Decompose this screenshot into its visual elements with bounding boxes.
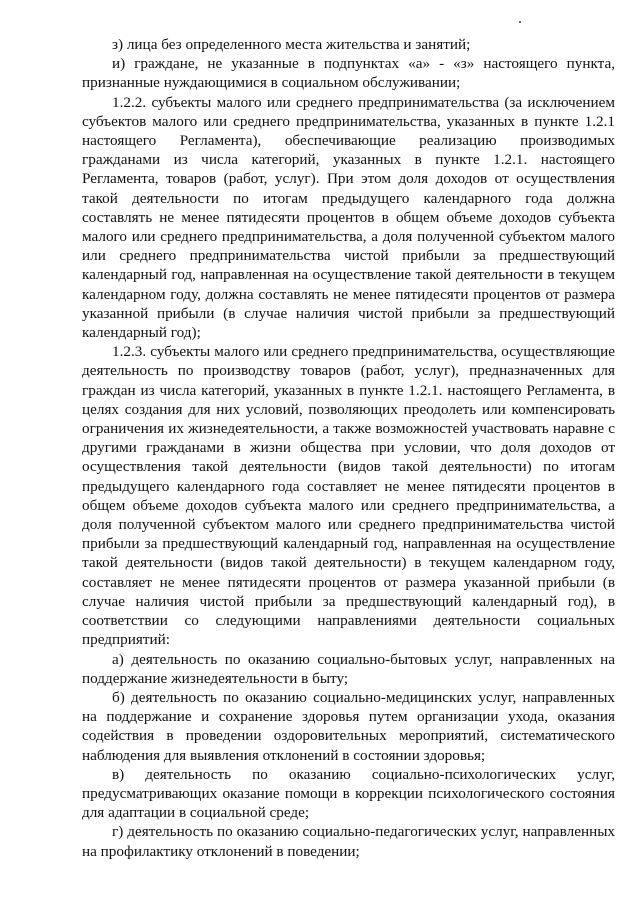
paragraph-item-b: б) деятельность по оказанию социально-медицинских услуг, направленных на поддержание и сохранение здоровья путем организации ухода, оказания содействия в проведении оздоровительных мероприятий, систематического наблюдения для выявления отклонений в состоянии здоровья; <box>82 688 615 764</box>
paragraph-item-g: г) деятельность по оказанию социально-педагогических услуг, направленных на профилактику отклонений в поведении; <box>82 823 615 860</box>
paragraph-clause-1-2-2: 1.2.2. субъекты малого или среднего предпринимательства (за исключением субъектов малого или среднего предпринимательства, указанных в пункте 1.2.1 настоящего Регламента), обеспечивающие реализацию производимых гражданами из числа категорий, указанных в пункте 1.2.1. настоящего Регламента, товаров (работ, услуг). При этом доля доходов от осуществления такой деятельности по итогам предыдущего календарного года должна составлять не менее пятидесяти процентов в общем объеме доходов субъекта малого или среднего предпринимательства, а доля полученной субъектом малого или среднего предпринимательства чистой прибыли за предшествующий календарный год, направленная на осуществление такой деятельности в текущем календарном году, должна составлять не менее пятидесяти процентов от размера указанной прибыли (в случае наличия чистой прибыли за предшествующий календарный год); <box>82 93 615 342</box>
scan-speck <box>519 21 521 23</box>
paragraph-item-v: в) деятельность по оказанию социально-психологических услуг, предусматривающих оказание помощи в коррекции психологического состояния для адаптации в социальной среде; <box>82 765 615 822</box>
paragraph-item-a: а) деятельность по оказанию социально-бытовых услуг, направленных на поддержание жизнедеятельности в быту; <box>82 650 615 687</box>
paragraph-item-z: з) лица без определенного места жительства и занятий; <box>112 36 471 53</box>
document-body <box>82 35 615 861</box>
paragraph-clause-1-2-3: 1.2.3. субъекты малого или среднего предпринимательства, осуществляющие деятельность по производству товаров (работ, услуг), предназначенных для граждан из числа категорий, указанных в пункте 1.2.1. настоящего Регламента, в целях создания для них условий, позволяющих преодолеть или компенсировать ограничения их жизнедеятельности, а также возможностей участвовать наравне с другими гражданами в жизни общества при условии, что доля доходов от осуществления такой деятельности (видов такой деятельности) по итогам предыдущего календарного года составляет не менее пятидесяти процентов в общем объеме доходов субъекта малого или среднего предпринимательства, а доля полученной субъектом малого или среднего предпринимательства чистой прибыли за предшествующий календарный год, направленная на осуществление такой деятельности (видов такой деятельности) в текущем календарном году, составляет не менее пятидесяти процентов от размера указанной прибыли (в случае наличия чистой прибыли за предшествующий календарный год), в соответствии со следующими направлениями деятельности социальных предприятий: <box>82 343 615 649</box>
paragraph-item-i: и) граждане, не указанные в подпунктах «а» - «з» настоящего пункта, признанные нуждающимися в социальном обслуживании; <box>82 55 615 92</box>
